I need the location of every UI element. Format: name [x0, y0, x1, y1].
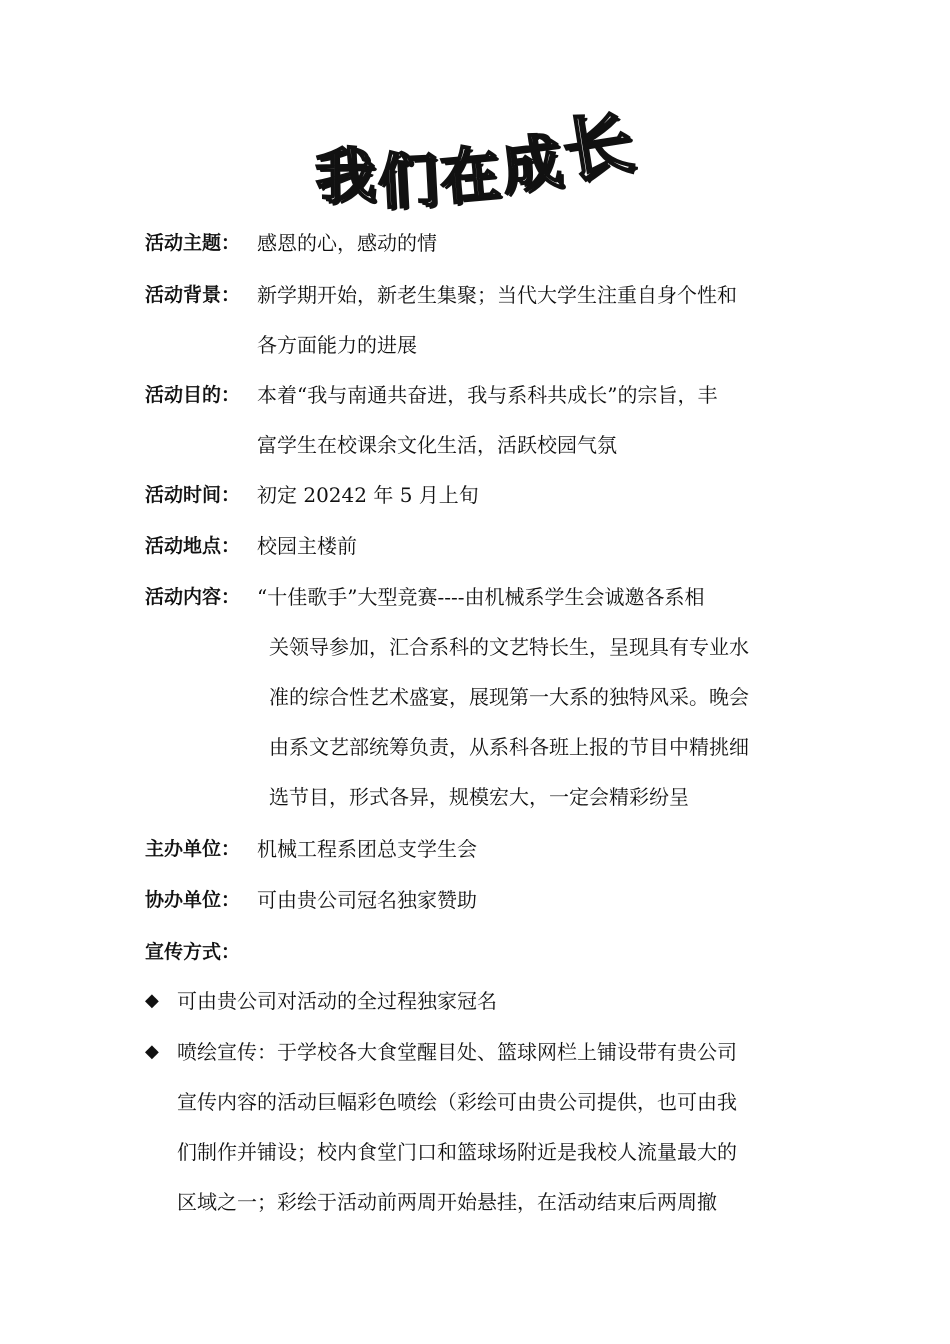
title-char: 长	[556, 101, 641, 194]
field-promo	[145, 926, 825, 977]
field-label: 主办单位：	[145, 838, 241, 860]
field-value-line: 富学生在校课余文化生活，活跃校园气氛	[257, 433, 617, 457]
document-title	[0, 101, 950, 222]
field-value-line: 关领导参加，汇合系科的文艺特长生，呈现具有专业水	[269, 635, 749, 659]
field-value-line: 选节目，形式各异，规模宏大，一定会精彩纷呈	[269, 785, 689, 809]
bullet-text-line: 区域之一；彩绘于活动前两周开始悬挂，在活动结束后两周撤	[177, 1190, 717, 1214]
bullet-text-line: 宣传内容的活动巨幅彩色喷绘（彩绘可由贵公司提供，也可由我	[177, 1090, 737, 1114]
bullet-text: 可由贵公司对活动的全过程独家冠名	[177, 989, 497, 1013]
field-label: 协办单位：	[145, 889, 241, 911]
field-value: 校园主楼前	[257, 534, 357, 558]
title-char: 我	[314, 141, 379, 213]
field-value-line: 新学期开始，新老生集聚；当代大学生注重自身个性和	[257, 283, 737, 307]
field-value-line: 准的综合性艺术盛宴，展现第一大系的独特风采。晚会	[269, 685, 749, 709]
field-value: 初定 20242 年 5 月上旬	[257, 483, 479, 507]
title-char: 在	[436, 138, 505, 214]
diamond-bullet-icon: ◆	[145, 1041, 159, 1062]
field-label: 活动内容：	[145, 586, 241, 608]
field-value-line: 本着“我与南通共奋进，我与系科共成长”的宗旨，丰	[257, 383, 718, 407]
title-char: 们	[376, 144, 442, 219]
field-label: 宣传方式：	[145, 941, 241, 963]
field-label: 活动地点：	[145, 535, 241, 557]
bullet-text-line: 喷绘宣传：于学校各大食堂醒目处、篮球网栏上铺设带有贵公司	[177, 1040, 737, 1064]
field-label: 活动目的：	[145, 384, 241, 406]
field-value: 感恩的心，感动的情	[257, 231, 437, 255]
wordart-title	[313, 101, 641, 222]
field-value: 机械工程系团总支学生会	[257, 837, 477, 861]
field-value-line: 由系文艺部统筹负责，从系科各班上报的节目中精挑细	[269, 735, 749, 759]
field-value-line: “十佳歌手”大型竞赛----由机械系学生会诚邀各系相	[257, 585, 705, 609]
title-char: 成	[497, 126, 568, 204]
bullet-text-line: 们制作并铺设；校内食堂门口和篮球场附近是我校人流量最大的	[177, 1140, 737, 1164]
field-value: 可由贵公司冠名独家赞助	[257, 888, 477, 912]
field-label: 活动主题：	[145, 232, 241, 254]
field-label: 活动背景：	[145, 284, 241, 306]
field-value-line: 各方面能力的进展	[257, 333, 417, 357]
field-label: 活动时间：	[145, 484, 241, 506]
diamond-bullet-icon: ◆	[145, 990, 159, 1011]
